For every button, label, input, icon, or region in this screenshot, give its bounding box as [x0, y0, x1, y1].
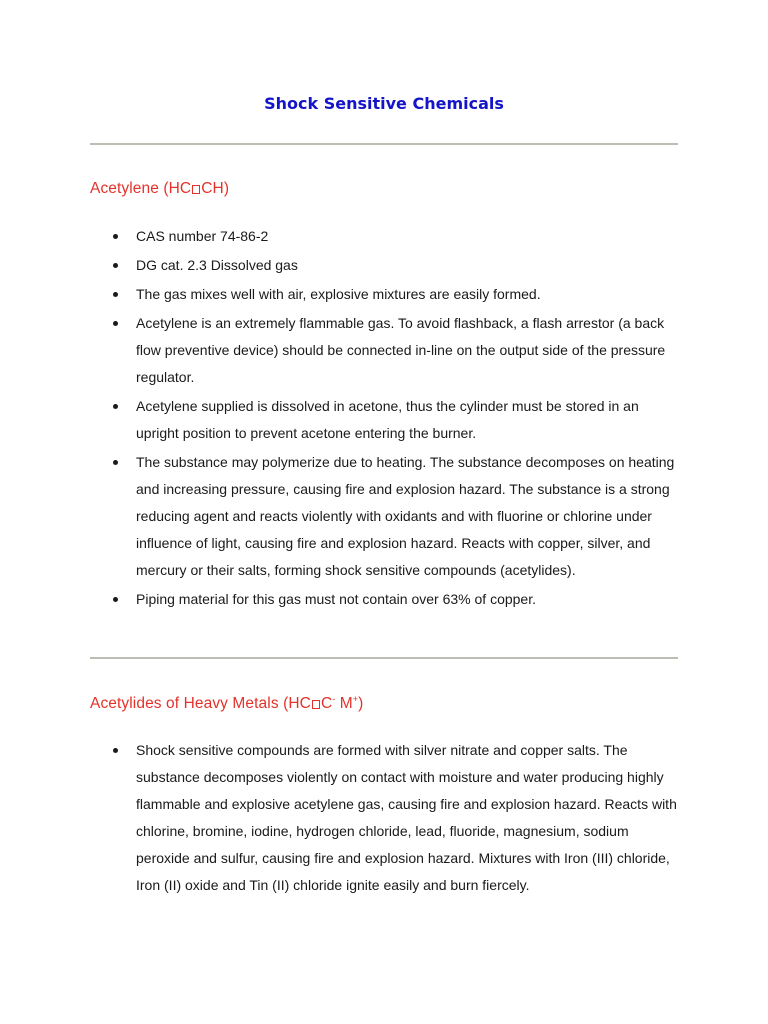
- list-item-text: Shock sensitive compounds are formed with silver nitrate and copper salts. The substance decomposes violently on contact with moisture and water producing highly flammable and explosive acetylene gas, causing fire and explosion hazard. Reacts with chlorine, bromine, iodine, hydrogen chloride, lead, fluoride, magnesium, sodium peroxide and sulfur, causing fire and explosion hazard. Mixtures with Iron (III) chloride, Iron (II) oxide and Tin (II) chloride ignite easily and burn fiercely.: [136, 742, 677, 893]
- list-item-text: The gas mixes well with air, explosive mixtures are easily formed.: [136, 286, 541, 302]
- bullet-icon: [113, 597, 118, 602]
- heading-text: CH): [201, 180, 230, 197]
- heading-text: Acetylides of Heavy Metals (HC: [90, 695, 311, 712]
- list-item: [90, 281, 680, 308]
- acetylides-fact-list: [90, 737, 680, 901]
- bullet-icon: [113, 460, 118, 465]
- bullet-icon: [113, 292, 118, 297]
- triple-bond-glyph-icon: [192, 185, 200, 194]
- charge-superscript: +: [352, 694, 359, 704]
- list-item: [90, 393, 680, 447]
- divider: [90, 143, 678, 145]
- heading-text: Acetylene (HC: [90, 180, 192, 197]
- bullet-icon: [113, 404, 118, 409]
- heading-text: ): [358, 695, 364, 712]
- list-item: [90, 223, 680, 250]
- divider: [90, 657, 678, 659]
- page-title: Shock Sensitive Chemicals: [264, 94, 504, 113]
- bullet-icon: [113, 748, 118, 753]
- list-item: [90, 252, 680, 279]
- list-item-text: Acetylene is an extremely flammable gas. To avoid flashback, a flash arrestor (a back flow preventive device) should be connected in-line on the output side of the pressure regulator.: [136, 315, 666, 385]
- section-heading-acetylene: [90, 180, 229, 198]
- bullet-icon: [113, 321, 118, 326]
- acetylene-fact-list: [90, 223, 680, 615]
- charge-superscript: -: [332, 694, 336, 704]
- bullet-icon: [113, 234, 118, 239]
- list-item-text: Acetylene supplied is dissolved in acetone, thus the cylinder must be stored in an upright position to prevent acetone entering the burner.: [136, 398, 639, 441]
- list-item: [90, 586, 680, 613]
- list-item: [90, 310, 680, 391]
- bullet-icon: [113, 263, 118, 268]
- list-item-text: Piping material for this gas must not contain over 63% of copper.: [136, 591, 536, 607]
- heading-text: M: [335, 695, 353, 712]
- list-item: [90, 449, 680, 584]
- list-item: [90, 737, 680, 899]
- list-item-text: DG cat. 2.3 Dissolved gas: [136, 257, 298, 273]
- heading-text: C: [320, 695, 333, 712]
- list-item-text: CAS number 74-86-2: [136, 228, 269, 244]
- section-heading-acetylides: [90, 695, 363, 713]
- triple-bond-glyph-icon: [312, 700, 320, 709]
- list-item-text: The substance may polymerize due to heating. The substance decomposes on heating and increasing pressure, causing fire and explosion hazard. The substance is a strong reducing agent and reacts violently with oxidants and with fluorine or chlorine under influence of light, causing fire and explosion hazard. Reacts with copper, silver, and mercury or their salts, forming shock sensitive compounds (acetylides).: [136, 454, 675, 578]
